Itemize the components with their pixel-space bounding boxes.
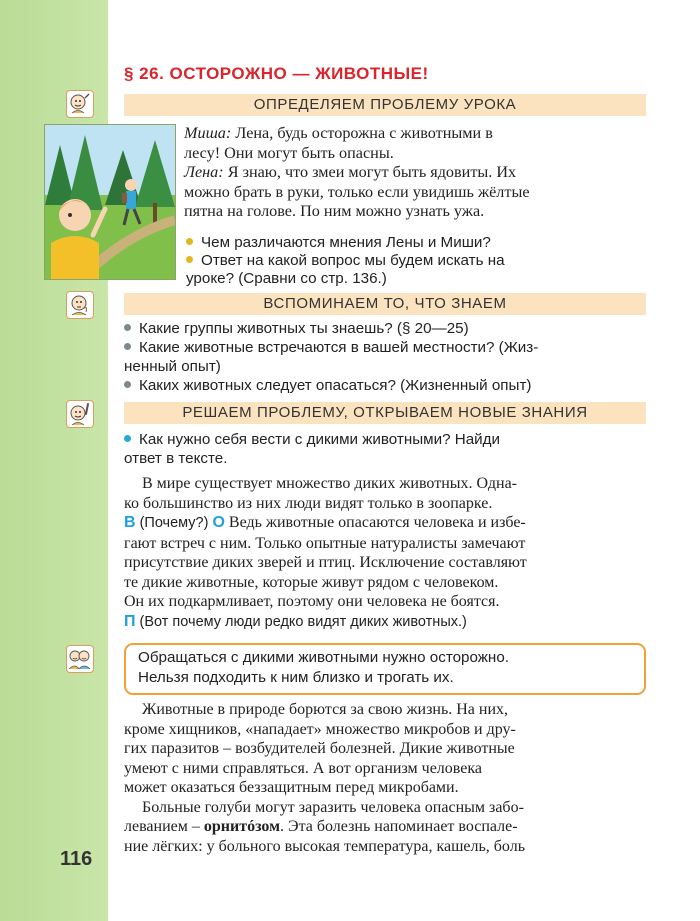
main-text-line-8 [124, 612, 646, 633]
recall-question-2 [124, 338, 646, 358]
continuation-line-5: может оказаться беззащитным перед микробами. [124, 779, 459, 796]
raised-hand-boy-icon [66, 400, 94, 428]
continuation-line-7-post: . Эта болезнь напоминает воспале- [280, 818, 518, 835]
main-text [124, 474, 646, 632]
main-text-line-4: гают встреч с ним. Только опытные натуралисты замечают [124, 534, 526, 552]
recall-question-1 [124, 319, 646, 339]
main-text-line-1: В мире существует множество диких животных. Одна- [142, 475, 517, 492]
dialogue [184, 124, 646, 222]
marker-v: В [124, 514, 136, 531]
bullet-dot [124, 343, 131, 350]
continuation-text [124, 700, 646, 856]
recall-question-1-text: Какие группы животных ты знаешь? (§ 20—25) [139, 320, 469, 337]
misha-line-2: лесу! Они могут быть опасны. [184, 143, 394, 162]
solve-question-line-1: Как нужно себя вести с дикими животными? Найди [139, 431, 500, 448]
thinking-boy-icon [66, 291, 94, 319]
recall-question-3-text: Каких животных следует опасаться? (Жизненный опыт) [139, 377, 532, 394]
problem-question-2-line-1: Ответ на какой вопрос мы будем искать на [201, 252, 505, 269]
continuation-line-7-pre: леванием – [124, 818, 200, 835]
term-ornithosis: орнитóзом [203, 818, 281, 835]
bullet-dot [124, 381, 131, 388]
problem-question-2 [186, 251, 646, 271]
lena-line-2: можно брать в руки, только если увидишь жёлтые [184, 182, 530, 201]
continuation-line-8: ние лёгких: у больного высокая температура, кашель, боль [124, 837, 525, 855]
continuation-line-1: Животные в природе борются за свою жизнь. На них, [142, 701, 509, 718]
bullet-dot [124, 324, 131, 331]
continuation-line-4: умеют с ними справляться. А вот организм человека [124, 759, 482, 777]
main-text-line-2: ко большинство из них люди видят только в зоопарке. [124, 494, 493, 512]
problem-question-2-cont: уроке? (Сравни со стр. 136.) [186, 270, 387, 287]
rule-line-2: Нельзя подходить к ним близко и трогать их. [138, 669, 454, 686]
marker-o: О [212, 514, 225, 531]
bullet-dot [186, 238, 193, 245]
continuation-line-7 [124, 817, 646, 837]
recall-question-2-line-1: Какие животные встречаются в вашей местности? (Жиз- [139, 339, 539, 356]
continuation-line-6: Больные голуби могут заразить человека опасным забо- [142, 798, 524, 816]
bullet-dot [124, 435, 131, 442]
speaker-lena: Лена: [184, 163, 224, 181]
band-problem: ОПРЕДЕЛЯЕМ ПРОБЛЕМУ УРОКА [124, 94, 646, 116]
recall-question-3 [124, 376, 646, 396]
lena-line-1: Я знаю, что змеи могут быть ядовиты. Их [227, 163, 517, 181]
speaker-misha: Миша: [184, 124, 232, 142]
solve-question-cont: ответ в тексте. [124, 450, 228, 467]
marker-p: П [124, 612, 136, 630]
main-text-line-5: присутствие диких зверей и птиц. Исключение составляют [124, 554, 527, 571]
recall-question-2-cont: ненный опыт) [124, 358, 221, 375]
main-text-line-7: Он их подкармливает, поэтому они человека не боятся. [124, 593, 500, 610]
conclusion-text: (Вот почему люди редко видят диких животных.) [139, 613, 467, 630]
rule-line-1: Обращаться с дикими животными нужно осторожно. [138, 649, 509, 666]
section-title: § 26. ОСТОРОЖНО — ЖИВОТНЫЕ! [124, 64, 429, 83]
pointing-boy-icon [66, 90, 94, 118]
main-text-line-3 [124, 513, 646, 534]
problem-question-1 [186, 233, 646, 253]
main-text-line-6: те дикие животные, которые живут рядом с человеком. [124, 573, 499, 591]
rule-box [124, 643, 646, 695]
lena-line-3: пятна на голове. По ним можно узнать ужа. [184, 202, 485, 220]
continuation-line-2: кроме хищников, «нападает» множество микробов и дру- [124, 720, 516, 738]
smiling-boys-icon [66, 645, 94, 673]
continuation-line-3: гих паразитов – возбудителей болезней. Дикие животные [124, 740, 515, 757]
main-text-line-3-rest: Ведь животные опасаются человека и избе- [228, 514, 526, 531]
band-solve: РЕШАЕМ ПРОБЛЕМУ, ОТКРЫВАЕМ НОВЫЕ ЗНАНИЯ [124, 402, 646, 424]
problem-question-1-text: Чем различаются мнения Лены и Миши? [201, 234, 491, 251]
solve-question [124, 430, 646, 450]
bullet-dot [186, 256, 193, 263]
misha-line-1: Лена, будь осторожна с животными в [235, 124, 493, 142]
forest-illustration [44, 124, 176, 280]
band-recall: ВСПОМИНАЕМ ТО, ЧТО ЗНАЕМ [124, 293, 646, 315]
question-why: (Почему?) [139, 515, 209, 531]
page-number: 116 [60, 848, 93, 870]
